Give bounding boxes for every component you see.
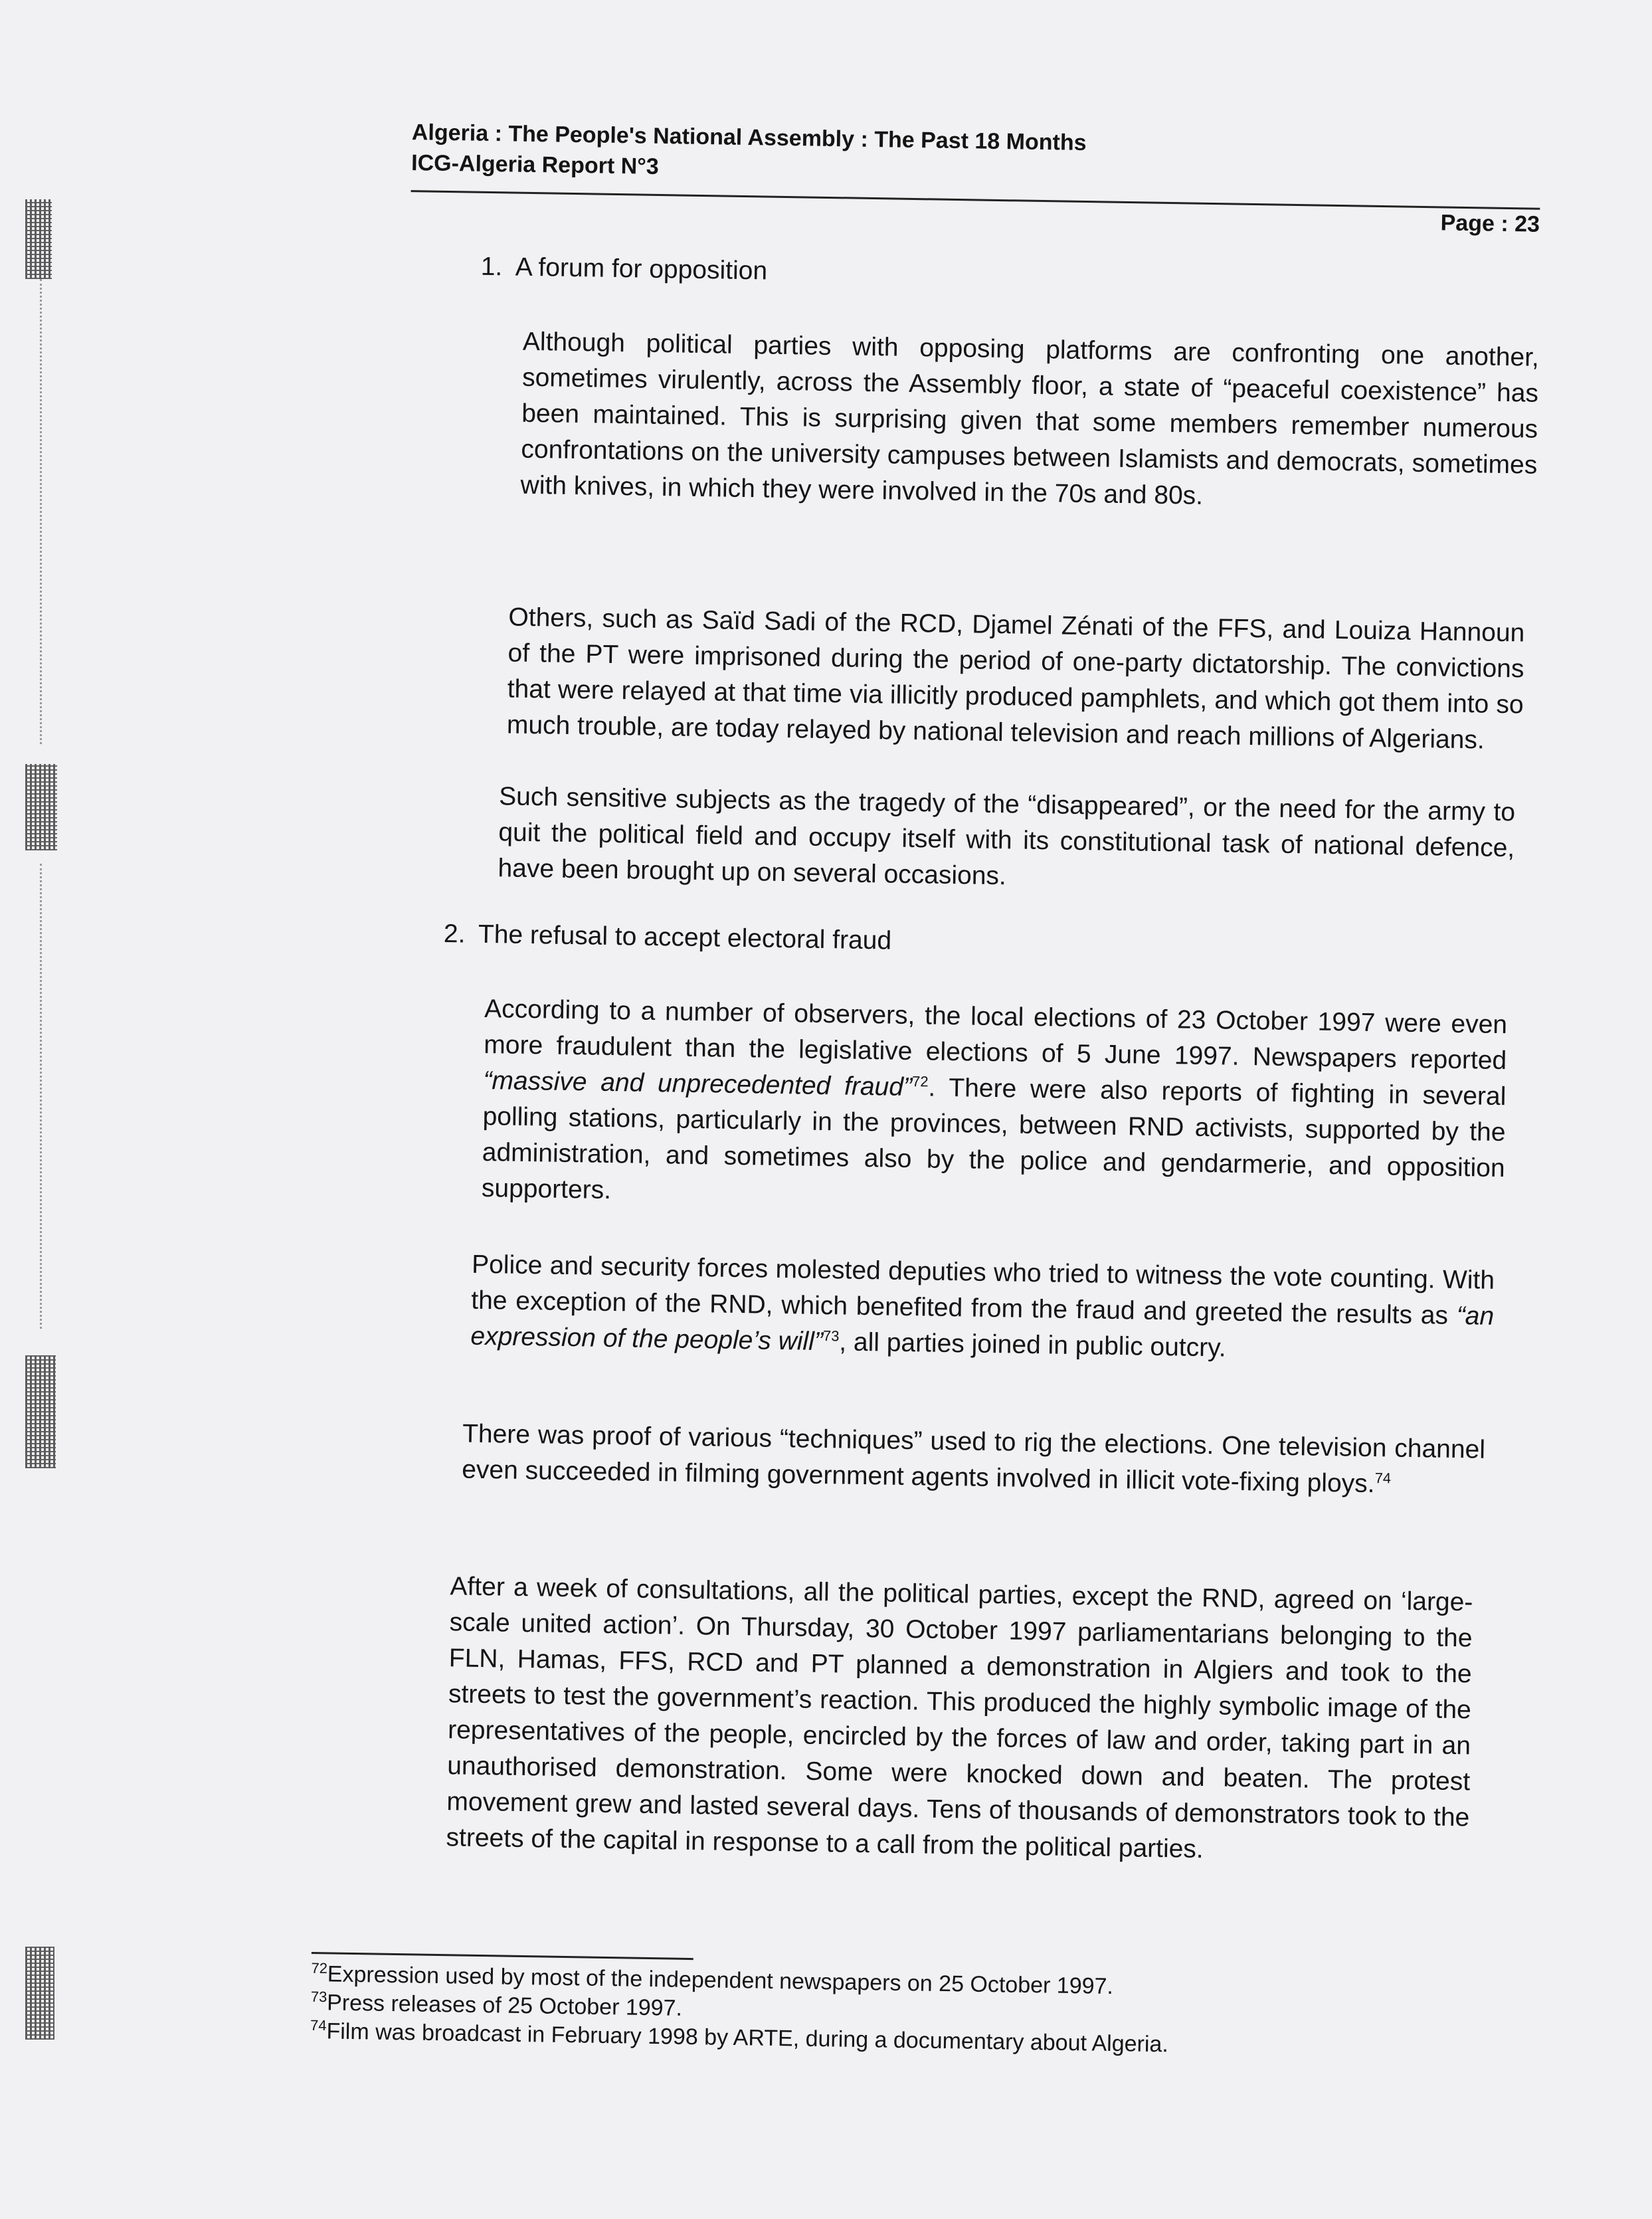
paragraph	[470, 1247, 1495, 1371]
paragraph: Although political parties with opposing platforms are confronting one another, sometimes virulently, across the Assembly floor, a state of “peaceful coexistence” has been maintained. This is surprising given that some members remember numerous confrontations on the university campuses between Islamists and democrats, sometimes with knives, in which they were involved in the 70s and 80s.	[520, 327, 1540, 510]
footnote-text: Film was broadcast in February 1998 by ARTE, during a documentary about Algeria.	[326, 2018, 1169, 2058]
footnote-rule	[312, 1952, 693, 1960]
section-title: A forum for opposition	[515, 252, 768, 286]
footnote-ref[interactable]: 72	[911, 1073, 929, 1090]
paragraph	[462, 1416, 1486, 1504]
section-number: 1.	[480, 252, 503, 282]
text: . There were also reports of fighting in several polling stations, particularly in the provinces, between RND activists, supported by the administration, and sometimes also by the police and gendarmerie, and opposition supporters.	[481, 1073, 1507, 1205]
paragraph: After a week of consultations, all the political parties, except the RND, agreed on ‘large-scale united action’. On Thursday, 30 October 1997 parliamentarians belonging to the FLN, Hamas, FFS, RCD and PT planned a demonstration in Algiers and took to the streets to test the government’s reaction. This produced the highly symbolic image of the representatives of the people, encircled by the forces of law and order, taking part in an unauthorised demonstration. Some were knocked down and beaten. The protest movement grew and lasted several days. Tens of thousands of demonstrators took to the streets of the capital in response to a call from the political parties.	[446, 1572, 1473, 1864]
footnote-text: Expression used by most of the independent newspapers on 25 October 1997.	[327, 1961, 1114, 2000]
section-heading-2	[444, 917, 892, 958]
paragraph: Others, such as Saïd Sadi of the RCD, Djamel Zénati of the FFS, and Louiza Hannoun of the PT were imprisoned during the period of one-party dictatorship. The convictions that were relayed at that time via illicitly produced pamphlets, and which got them into so much trouble, are today relayed by national television and reach millions of Algerians.	[506, 603, 1525, 755]
text: According to a number of observers, the local elections of 23 October 1997 were even more fraudulent than the legislative elections of 5 June 1997. Newspapers reported	[484, 994, 1508, 1076]
page-number: Page : 23	[1440, 210, 1540, 237]
footnote-ref[interactable]: 73	[822, 1327, 840, 1345]
paragraph: Such sensitive subjects as the tragedy of the “disappeared”, or the need for the army to quit the political field and occupy itself with its constitutional task of national defence, have been brought up on several occasions.	[498, 782, 1516, 891]
text: , all parties joined in public outcry.	[838, 1327, 1226, 1363]
footnote-number: 74	[310, 2016, 327, 2034]
section-title: The refusal to accept electoral fraud	[478, 919, 892, 955]
footnote-text: Press releases of 25 October 1997.	[326, 1990, 683, 2021]
quotation: “massive and unprecedented fraud”	[483, 1066, 913, 1102]
footnotes	[310, 1960, 1441, 2064]
footnote-ref[interactable]: 74	[1374, 1470, 1392, 1487]
quotation: “an expression of the people’s will”	[470, 1302, 1495, 1357]
section-number: 2.	[443, 919, 466, 949]
footnote-number: 73	[310, 1988, 327, 2006]
report-title: Algeria : The People's National Assembly : The Past 18 Months	[411, 120, 1087, 156]
footnote-number: 72	[311, 1959, 328, 1977]
page-header	[411, 117, 1541, 237]
paragraph	[482, 991, 1508, 1222]
text: Police and security forces molested deputies who tried to witness the vote counting. With the exception of the RND, which benefited from the fraud and greeted the results as	[470, 1250, 1495, 1331]
section-heading-1	[480, 250, 767, 288]
report-id: ICG-Algeria Report N°3	[411, 150, 660, 179]
text: There was proof of various “techniques” used to rig the elections. One television channel even succeeded in filming government agents involved in illicit vote-fixing ploys.	[461, 1419, 1486, 1499]
